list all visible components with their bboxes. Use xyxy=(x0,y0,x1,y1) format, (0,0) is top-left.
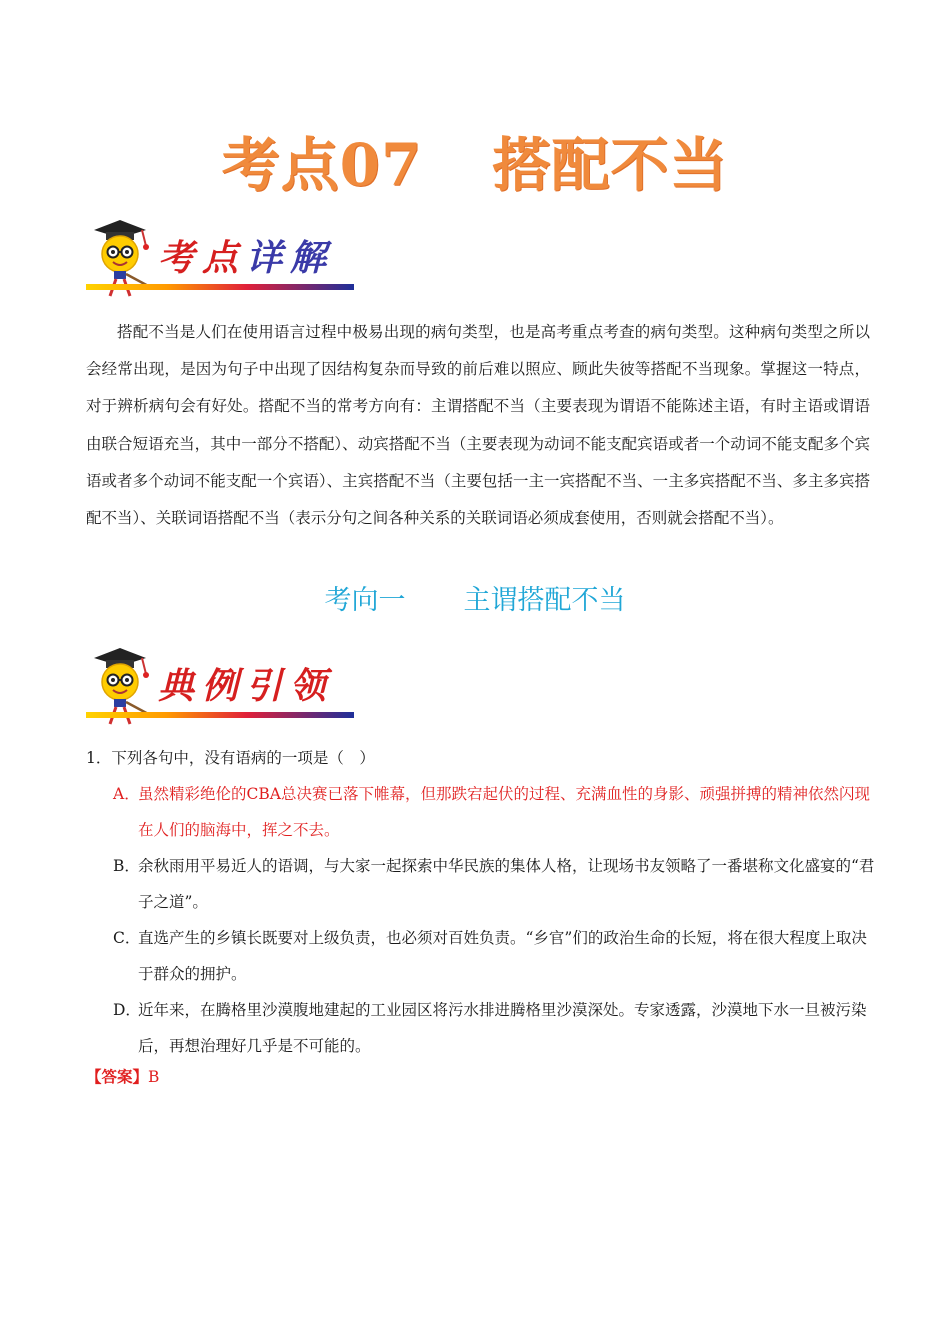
answer-label: 【答案】 xyxy=(86,1067,149,1086)
section-title: 主谓搭配不当 xyxy=(463,585,626,616)
banner-key-points-text: 考点详解 xyxy=(158,237,335,279)
banner-key-points xyxy=(86,216,356,300)
title-part1: 考点07 xyxy=(221,131,423,199)
question-stem: 1．下列各句中，没有语病的一项是（ ） xyxy=(86,749,375,767)
option-a: A． 虽然精彩绝伦的CBA总决赛已落下帷幕，但那跌宕起伏的过程、充满血性的身影、顽强拼搏的精神依然闪现在人们的脑海中，挥之不去。 xyxy=(113,785,870,839)
question-block xyxy=(86,740,876,1064)
section-label: 考向一 xyxy=(324,585,406,616)
intro-paragraph: 搭配不当是人们在使用语言过程中极易出现的病句类型，也是高考重点考查的病句类型。这种病句类型之所以会经常出现，是因为句子中出现了因结构复杂而导致的前后难以照应、顾此失彼等搭配不当现象。掌握这一特点，对于辨析病句会有好处。搭配不当的常考方向有：主谓搭配不当（主要表现为谓语不能陈述主语，有时主语或谓语由联合短语充当，其中一部分不搭配）、动宾搭配不当（主要表现为动词不能支配宾语或者一个动词不能支配多个宾语或者多个动词不能支配一个宾语）、主宾搭配不当（主要包括一主一宾搭配不当、一主多宾搭配不当、多主多宾搭配不当）、关联词语搭配不当（表示分句之间各种关系的关联词语必须成套使用，否则就会搭配不当）。 xyxy=(86,323,870,528)
answer-value: B xyxy=(148,1068,160,1086)
banner-underline xyxy=(86,712,354,718)
banner-underline xyxy=(86,284,354,290)
answer xyxy=(86,1062,159,1092)
banner-example-text: 典例引领 xyxy=(158,665,335,707)
title-part2: 搭配不当 xyxy=(492,131,729,199)
page-title xyxy=(0,118,950,202)
option-d: D． 近年来，在腾格里沙漠腹地建起的工业园区将污水排进腾格里沙漠深处。专家透露，沙漠地下水一旦被污染后，再想治理好几乎是不可能的。 xyxy=(113,1001,867,1055)
option-c: C． 直选产生的乡镇长既要对上级负责，也必须对百姓负责。“乡官”们的政治生命的长短，将在很大程度上取决于群众的拥护。 xyxy=(113,929,867,983)
section-heading xyxy=(0,578,950,617)
banner-example xyxy=(86,644,356,728)
option-b: B． 余秋雨用平易近人的语调，与大家一起探索中华民族的集体人格，让现场书友领略了一番堪称文化盛宴的“君子之道”。 xyxy=(113,857,875,911)
